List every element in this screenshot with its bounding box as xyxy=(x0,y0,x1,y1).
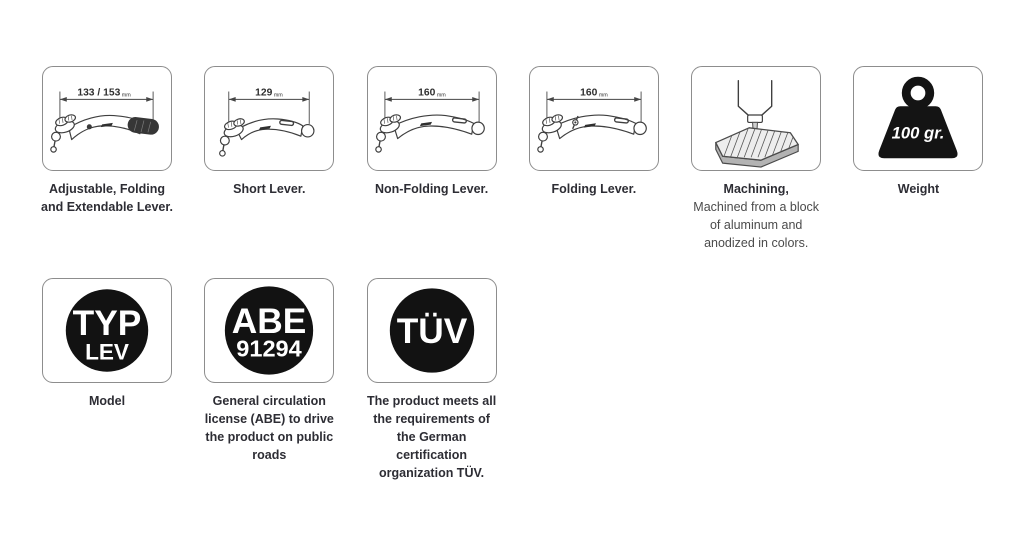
feature-card-adjustable-lever xyxy=(42,66,172,252)
feature-card-tuv xyxy=(367,278,497,482)
card-caption: Folding Lever. xyxy=(551,182,637,196)
card-caption: The product meets all the requirements of the German certification organization TÜV. xyxy=(366,394,497,480)
feature-card-weight xyxy=(853,66,983,252)
card-box xyxy=(42,66,172,171)
lever-non-folding-icon xyxy=(368,67,496,170)
feature-card-non-folding-lever xyxy=(367,66,497,252)
abe-badge-icon xyxy=(205,279,333,382)
svg-text:LEV: LEV xyxy=(85,339,129,365)
card-caption: Machining, Machined from a block of aluminum and anodized in colors. xyxy=(693,182,820,250)
card-box xyxy=(367,66,497,171)
typ-lev-badge-icon xyxy=(43,279,171,382)
card-box xyxy=(529,66,659,171)
svg-text:ABE: ABE xyxy=(232,301,307,341)
tuv-badge-icon xyxy=(368,279,496,382)
card-box xyxy=(204,278,334,383)
card-caption: Non-Folding Lever. xyxy=(374,182,489,196)
card-box xyxy=(367,278,497,383)
feature-card-abe xyxy=(204,278,334,482)
card-caption: Adjustable, Folding and Extendable Lever. xyxy=(41,182,173,214)
card-caption: Short Lever. xyxy=(233,182,306,196)
feature-row-top xyxy=(42,66,983,252)
card-caption: Weight xyxy=(897,182,940,196)
card-box xyxy=(204,66,334,171)
lever-short-icon xyxy=(205,67,333,170)
card-box xyxy=(42,278,172,383)
svg-text:160mm: 160mm xyxy=(417,87,446,99)
svg-text:TYP: TYP xyxy=(72,303,142,343)
svg-text:100 gr.: 100 gr. xyxy=(892,123,945,143)
feature-card-short-lever xyxy=(204,66,334,252)
feature-card-folding-lever xyxy=(529,66,659,252)
feature-card-machining xyxy=(691,66,821,252)
svg-text:160mm: 160mm xyxy=(580,87,608,99)
svg-text:133 / 153mm: 133 / 153mm xyxy=(77,87,131,99)
card-caption: Model xyxy=(88,394,126,408)
weight-icon xyxy=(854,67,982,170)
card-box xyxy=(853,66,983,171)
card-box xyxy=(691,66,821,171)
svg-text:91294: 91294 xyxy=(236,335,303,362)
svg-text:129mm: 129mm xyxy=(255,87,284,99)
card-caption: General circulation license (ABE) to drive the product on public roads xyxy=(204,394,334,462)
machining-icon xyxy=(692,67,820,170)
feature-card-model xyxy=(42,278,172,482)
feature-row-bottom xyxy=(42,278,497,482)
lever-folding-icon xyxy=(530,67,658,170)
svg-text:TÜV: TÜV xyxy=(396,311,467,351)
lever-adjustable-icon xyxy=(43,67,171,170)
